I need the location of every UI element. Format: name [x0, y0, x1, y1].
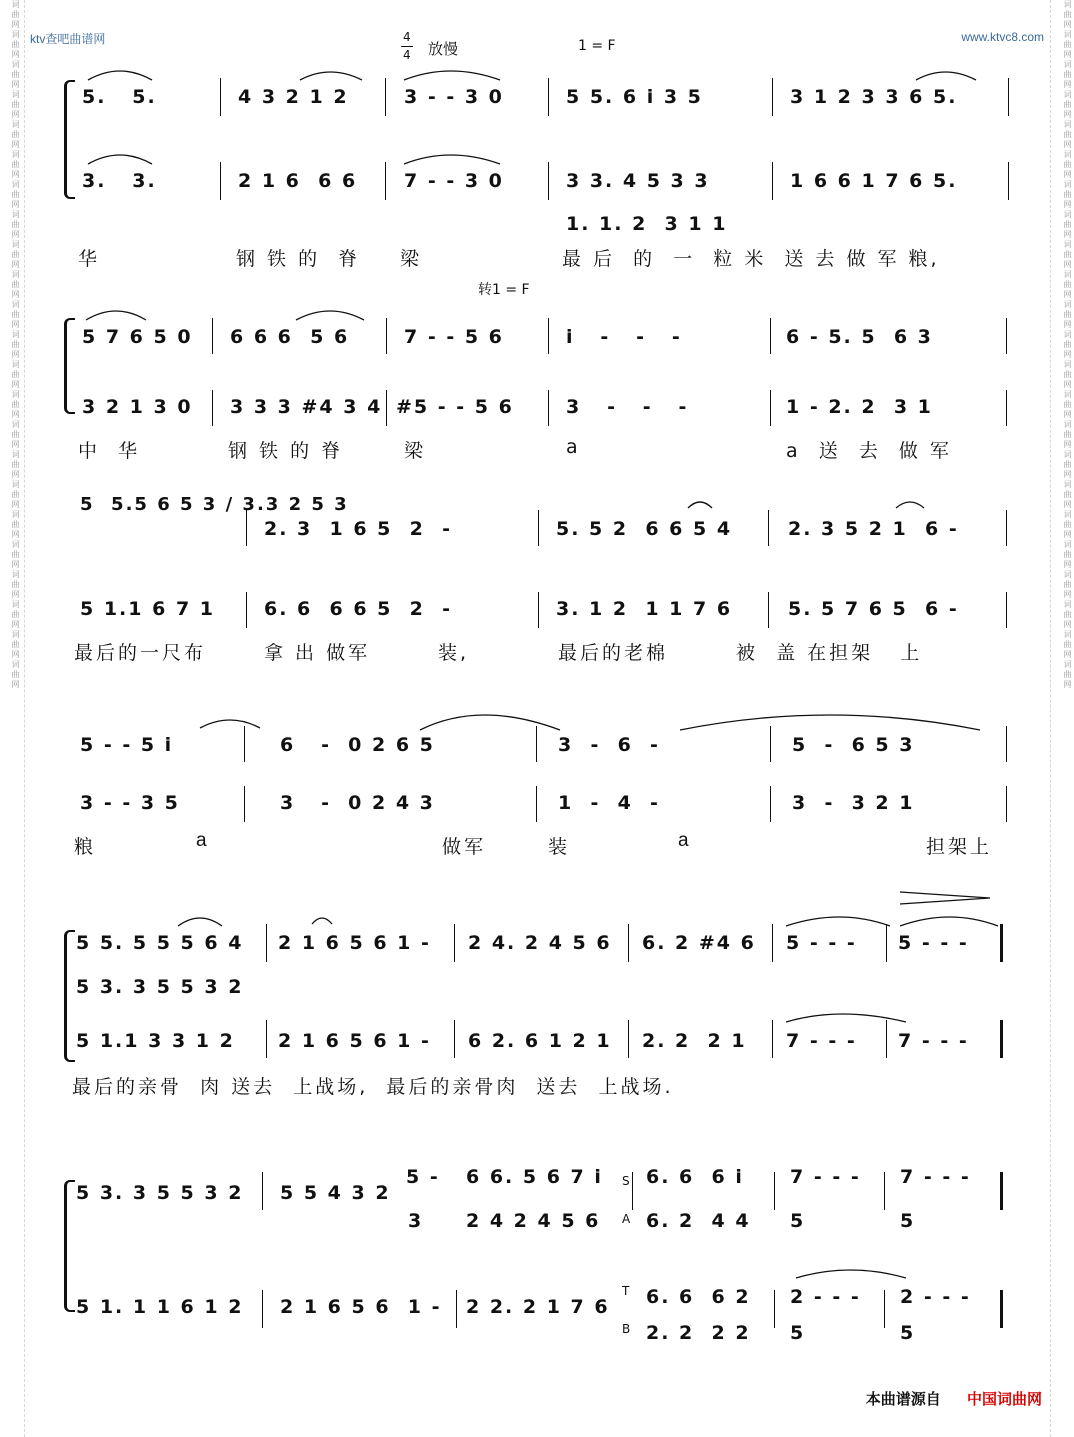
lyric: 最后的一尺布 [74, 642, 207, 664]
notes-measure: 2 2. 2 1 7 6 [466, 1296, 610, 1318]
notes-measure: 3 1 2 3 3 6 5. [790, 86, 958, 108]
notes-divisi: 2. 2 2 2 [646, 1322, 751, 1344]
lyric: 粮 [74, 836, 97, 858]
lyric: 装, [438, 642, 470, 664]
lyric: a [566, 436, 581, 458]
notes-measure: 5 3. 3 5 5 3 2 [76, 1182, 244, 1204]
time-signature-numerator: 4 [403, 30, 411, 44]
notes-measure: i - - - [566, 326, 682, 348]
time-signature-denominator: 4 [403, 48, 411, 62]
notes-measure: 6 2. 6 1 2 1 [468, 1030, 612, 1052]
notes-measure: 5. 5. [82, 86, 157, 108]
lyric: 最 后 的 一 粒 米 送 去 做 军 粮, [562, 248, 940, 270]
footer-credit [866, 1388, 1042, 1409]
slur [312, 918, 332, 924]
slur [404, 155, 500, 164]
notes-measure: 3 - - 3 0 [404, 86, 504, 108]
lyric: 梁 [400, 248, 423, 270]
notes-measure: 5 5 4 3 2 [280, 1182, 391, 1204]
notes-measure: 7 - - 5 6 [404, 326, 504, 348]
notes-divisi: 5 3. 3 5 5 3 2 [76, 976, 244, 998]
notes-measure: 1 6 6 1 7 6 5. [790, 170, 958, 192]
slur [786, 1014, 906, 1022]
slur [786, 917, 890, 926]
notes-measure: 2 1 6 5 6 1 - [278, 1030, 431, 1052]
notes-measure: 5 - - - [786, 932, 857, 954]
lyric: 最后的老棉 [558, 642, 669, 664]
notes-measure: 2 1 6 5 6 1 - [280, 1296, 442, 1318]
lyric: a [678, 830, 692, 851]
notes-measure: 2 4. 2 4 5 6 [468, 932, 612, 954]
notes-measure: 6. 2 #4 6 [642, 932, 756, 954]
notes-measure: 1 - 4 - [558, 792, 660, 814]
notes-measure: 5 1. 1 1 6 1 2 [76, 1296, 244, 1318]
slur [404, 71, 500, 80]
notes-measure: 3 3. 4 5 3 3 [566, 170, 710, 192]
notes-measure: 2. 3 5 2 1 6 - [788, 518, 959, 540]
slur [680, 715, 980, 730]
slur [420, 715, 560, 730]
notes-measure: 3. 1 2 1 1 7 6 [556, 598, 733, 620]
lyric: 最后的亲骨 肉 送去 上战场, 最后的亲骨肉 送去 上战场. [72, 1076, 674, 1098]
notes-measure: 6 - 5. 5 6 3 [786, 326, 933, 348]
notes-measure: 7 - - - [900, 1166, 971, 1188]
lyric: 钢 铁 的 脊 [228, 440, 344, 462]
footer-source-site[interactable]: 中国词曲网 [966, 1391, 1042, 1408]
footer-source-label: 本曲谱源自 [865, 1391, 941, 1408]
header-right-site: www.ktvc8.com [961, 30, 1044, 44]
notes-measure: 3 - 0 2 4 3 [280, 792, 435, 814]
notes-measure: 7 - - - [786, 1030, 857, 1052]
notes-measure: 5 5. 5 5 5 6 4 [76, 932, 244, 954]
slur [86, 311, 146, 320]
voice-label-alto: A [622, 1212, 631, 1226]
slur [178, 918, 222, 926]
lyric: 中 华 [78, 440, 141, 462]
notes-measure: 7 - - - [898, 1030, 969, 1052]
slur [688, 502, 712, 508]
left-watermark: 词曲网词曲网词曲网词曲网词曲网词曲网词曲网词曲网词曲网词曲网词曲网词曲网词曲网词曲网词曲网词曲网词曲网词曲网词曲网词曲网词曲网词曲网词曲网 [11, 0, 20, 690]
notes-measure: 3 - 3 2 1 [792, 792, 915, 814]
notes-measure: 3 - - - [566, 396, 689, 418]
slur [88, 155, 152, 164]
notes-divisi: 5 5.5 6 5 3 / 3.3 2 5 3 [80, 494, 349, 515]
notes-divisi: 5 [790, 1210, 806, 1232]
slur [796, 1270, 906, 1278]
notes-measure: 5 - [406, 1166, 440, 1188]
notes-divisi: 5 [900, 1322, 916, 1344]
slur [900, 917, 998, 926]
notes-measure: 5 5. 6 i 3 5 [566, 86, 703, 108]
slur [200, 720, 260, 728]
notes-measure: 2 - - - [900, 1286, 971, 1308]
notes-measure: 7 - - - [790, 1166, 861, 1188]
notes-measure: 5 1.1 6 7 1 [80, 598, 215, 620]
decrescendo [900, 892, 990, 904]
notes-measure: 5 7 6 5 0 [82, 326, 193, 348]
notes-measure: 2. 3 1 6 5 2 - [264, 518, 452, 540]
voice-label-bass: B [622, 1322, 631, 1336]
notes-measure: 5 - - 5 i [80, 734, 174, 756]
lyric: 做军 [442, 836, 487, 858]
slur [300, 72, 362, 80]
notes-measure: 6. 6 6 i [646, 1166, 744, 1188]
notes-measure: 2 - - - [790, 1286, 861, 1308]
notes-measure: 4 3 2 1 2 [238, 86, 349, 108]
header-left-site: ktv查吧曲谱网 [30, 32, 106, 46]
notes-divisi: 3 [408, 1210, 424, 1232]
lyric: a [196, 830, 210, 851]
notes-measure: 2. 2 2 1 [642, 1030, 747, 1052]
right-watermark: 词曲网词曲网词曲网词曲网词曲网词曲网词曲网词曲网词曲网词曲网词曲网词曲网词曲网词曲网词曲网词曲网词曲网词曲网词曲网词曲网词曲网词曲网词曲网 [1063, 0, 1072, 690]
lyric: 担架上 [926, 836, 993, 858]
notes-measure: 6. 6 6 6 5 2 - [264, 598, 452, 620]
notes-divisi: 1. 1. 2 3 1 1 [566, 213, 728, 235]
notes-measure: 5 - - - [898, 932, 969, 954]
lyric: 拿 出 做军 [264, 642, 371, 664]
notes-measure: 5. 5 2 6 6 5 4 [556, 518, 733, 540]
notes-divisi: 5 [790, 1322, 806, 1344]
slur [916, 72, 976, 80]
slur [296, 311, 364, 320]
notes-measure: 6 6. 5 6 7 i [466, 1166, 603, 1188]
notes-divisi: 6. 2 4 4 [646, 1210, 751, 1232]
lyric: 钢 铁 的 脊 [236, 248, 361, 270]
key-change-mark: 转1 = F [478, 282, 530, 298]
notes-measure: 2 1 6 5 6 1 - [278, 932, 431, 954]
slur [896, 502, 924, 508]
notes-measure: 3 3 3 #4 3 4 [230, 396, 383, 418]
notes-measure: 2 1 6 6 6 [238, 170, 358, 192]
notes-measure: 1 - 2. 2 3 1 [786, 396, 933, 418]
tempo-mark: 放慢 [428, 40, 459, 58]
voice-label-tenor: T [622, 1284, 630, 1298]
voice-label-soprano: S [622, 1174, 630, 1188]
notes-measure: 7 - - 3 0 [404, 170, 504, 192]
lyric: a 送 去 做 军 [786, 440, 952, 462]
notes-measure: #5 - - 5 6 [396, 396, 514, 418]
notes-measure: 5. 5 7 6 5 6 - [788, 598, 959, 620]
notes-measure: 6. 6 6 2 [646, 1286, 751, 1308]
lyric: 被 盖 在担架 上 [736, 642, 923, 664]
lyric: 华 [78, 248, 101, 270]
notes-measure: 3 2 1 3 0 [82, 396, 193, 418]
slur [88, 71, 152, 80]
notes-measure: 6 6 6 5 6 [230, 326, 350, 348]
lyric: 梁 [404, 440, 427, 462]
notes-divisi: 5 [900, 1210, 916, 1232]
notes-measure: 3 - 6 - [558, 734, 660, 756]
notes-measure: 3 - - 3 5 [80, 792, 180, 814]
notes-measure: 3. 3. [82, 170, 157, 192]
notes-measure: 6 - 0 2 6 5 [280, 734, 435, 756]
lyric: 装 [548, 836, 571, 858]
notes-measure: 5 1.1 3 3 1 2 [76, 1030, 235, 1052]
key-signature: 1 = F [578, 38, 616, 54]
notes-divisi: 2 4 2 4 5 6 [466, 1210, 601, 1232]
notes-measure: 5 - 6 5 3 [792, 734, 915, 756]
